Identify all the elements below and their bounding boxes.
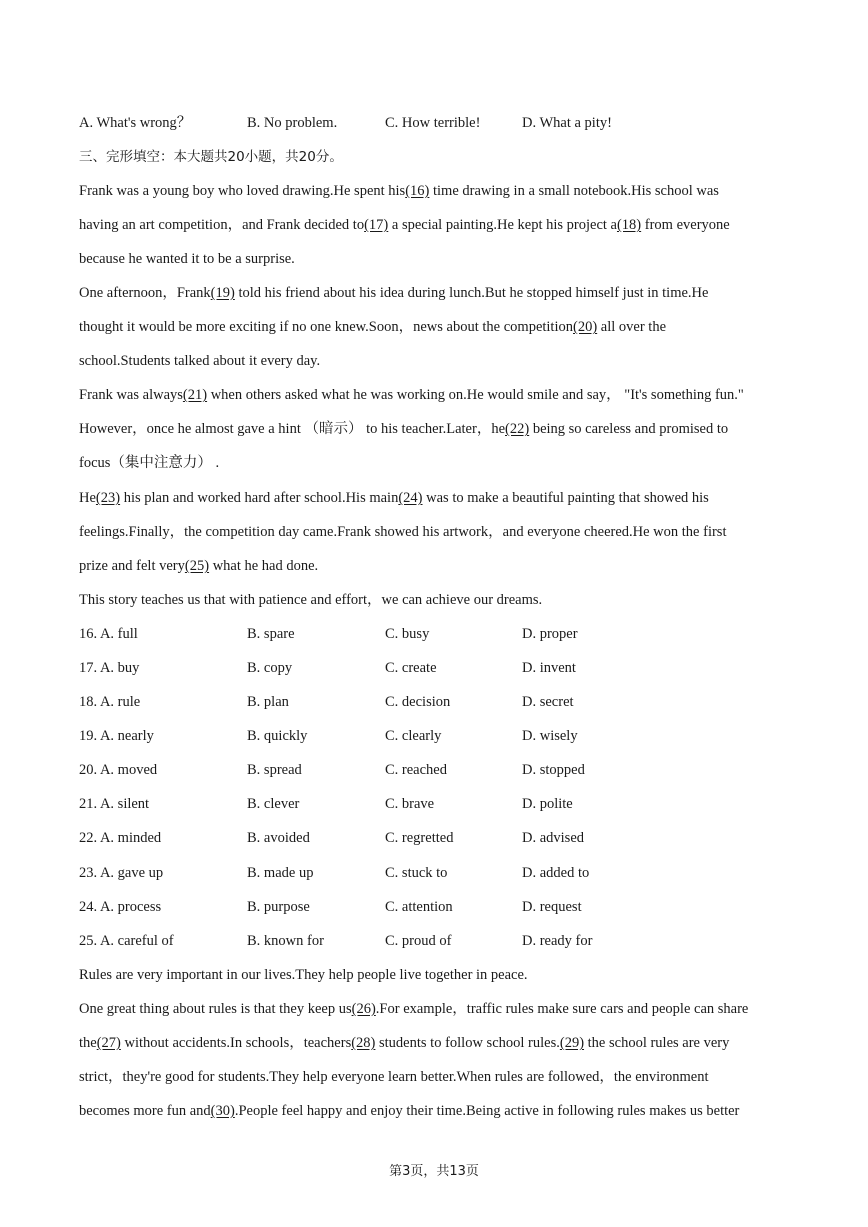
- answer-option: B. clever: [247, 796, 300, 812]
- passage-text: school.Students talked about it every day.: [79, 353, 321, 369]
- passage-text: One afternoon，Frank: [79, 285, 211, 301]
- passage-line: [79, 557, 318, 575]
- passage-text: .People feel happy and enjoy their time.Being active in following rules makes us better: [234, 1103, 740, 1119]
- blank-number: (26): [351, 1001, 376, 1017]
- answer-option: D. stopped: [522, 762, 585, 778]
- answer-option: B. spare: [247, 626, 295, 642]
- passage-text: becomes more fun and: [79, 1103, 211, 1119]
- passage-text: when others asked what he was working on.He would smile and say， "It's something fun.": [207, 387, 744, 403]
- answer-option: D. added to: [522, 865, 590, 881]
- answer-option: 23. A. gave up: [79, 865, 164, 881]
- passage-text: students to follow school rules.: [375, 1035, 560, 1051]
- passage-line: [79, 1102, 739, 1120]
- passage-text: a special painting.He kept his project a: [388, 217, 617, 233]
- answer-option: D. secret: [522, 694, 574, 710]
- passage-text: Rules are very important in our lives.They help people live together in peace.: [79, 967, 528, 983]
- answer-option: B. purpose: [247, 899, 310, 915]
- passage-line: [79, 318, 666, 336]
- blank-number: (29): [559, 1035, 585, 1051]
- answer-option: B. avoided: [247, 830, 310, 846]
- passage-text: because he wanted it to be a surprise.: [79, 251, 295, 267]
- passage-text: being so careless and promised to: [529, 421, 729, 437]
- passage-text: the school rules are very: [584, 1035, 730, 1051]
- blank-number: (24): [398, 490, 423, 506]
- blank-number: (27): [96, 1035, 121, 1051]
- answer-option: D. invent: [522, 660, 576, 676]
- passage-text: prize and felt very: [79, 558, 185, 574]
- answer-option: C. proud of: [385, 933, 452, 949]
- answer-option: 21. A. silent: [79, 796, 150, 812]
- answer-option: 20. A. moved: [79, 762, 158, 778]
- blank-number: (23): [95, 490, 121, 506]
- passage-text: .For example，traffic rules make sure cars and people can share: [375, 1001, 749, 1017]
- blank-number: (22): [505, 421, 530, 437]
- passage-text: However，once he almost gave a hint （暗示） to his teacher.Later，he: [79, 421, 506, 437]
- blank-number: (19): [210, 285, 235, 301]
- answer-option: 24. A. process: [79, 899, 162, 915]
- passage-text: told his friend about his idea during lunch.But he stopped himself just in time.He: [234, 285, 709, 301]
- answer-option: C. busy: [385, 626, 430, 642]
- passage-line: [79, 250, 295, 268]
- passage-text: what he had done.: [209, 558, 319, 574]
- passage-line: [79, 1034, 729, 1052]
- blank-number: (17): [364, 217, 389, 233]
- answer-option: B. known for: [247, 933, 324, 949]
- answer-option: 25. A. careful of: [79, 933, 174, 949]
- passage-line: [79, 1068, 709, 1086]
- answer-option: B. copy: [247, 660, 293, 676]
- answer-option: C. create: [385, 660, 437, 676]
- passage-text: He: [79, 490, 96, 506]
- passage-line: [79, 352, 320, 370]
- answer-option: B. plan: [247, 694, 289, 710]
- passage-line: [79, 216, 730, 234]
- section-title: 三、完形填空：本大题共20小题，共20分。: [79, 149, 343, 165]
- answer-option: C. stuck to: [385, 865, 448, 881]
- blank-number: (18): [616, 217, 642, 233]
- passage-line: [79, 454, 219, 472]
- passage-line: [79, 182, 719, 200]
- answer-option: 16. A. full: [79, 626, 138, 642]
- option-a: A. What's wrong？: [79, 115, 192, 131]
- answer-option: C. brave: [385, 796, 435, 812]
- passage-line: [79, 1000, 748, 1018]
- answer-option: C. regretted: [385, 830, 454, 846]
- answer-option: C. attention: [385, 899, 453, 915]
- answer-option: D. wisely: [522, 728, 578, 744]
- answer-option: 19. A. nearly: [79, 728, 154, 744]
- answer-option: D. request: [522, 899, 582, 915]
- passage-text: feelings.Finally，the competition day came.Frank showed his artwork，and everyone cheered.He won the first: [79, 524, 727, 540]
- option-c: C. How terrible!: [385, 115, 481, 131]
- answer-option: 17. A. buy: [79, 660, 140, 676]
- page-footer: 第3页，共13页: [389, 1164, 479, 1179]
- passage-text: was to make a beautiful painting that showed his: [422, 490, 709, 506]
- blank-number: (20): [573, 319, 598, 335]
- passage-line: [79, 591, 542, 609]
- answer-option: C. clearly: [385, 728, 442, 744]
- passage-line: [79, 489, 709, 507]
- passage-line: [79, 420, 728, 438]
- passage-text: from everyone: [641, 217, 730, 233]
- option-b: B. No problem.: [247, 115, 338, 131]
- passage-line: [79, 386, 744, 404]
- answer-option: D. polite: [522, 796, 573, 812]
- blank-number: (28): [351, 1035, 376, 1051]
- answer-option: D. advised: [522, 830, 585, 846]
- blank-number: (21): [182, 387, 208, 403]
- passage-text: Frank was a young boy who loved drawing.He spent his: [79, 183, 406, 199]
- blank-number: (16): [405, 183, 430, 199]
- passage-text: the: [79, 1035, 97, 1051]
- passage-line: [79, 284, 708, 302]
- blank-number: (30): [210, 1103, 235, 1119]
- passage-text: This story teaches us that with patience and effort，we can achieve our dreams.: [79, 592, 543, 608]
- passage-text: Frank was always: [79, 387, 183, 403]
- passage-text: all over the: [597, 319, 667, 335]
- answer-option: 22. A. minded: [79, 830, 162, 846]
- blank-number: (25): [184, 558, 210, 574]
- passage-line: [79, 523, 726, 541]
- passage-text: focus（集中注意力） .: [79, 455, 220, 471]
- passage-text: thought it would be more exciting if no one knew.Soon，news about the competition: [79, 319, 573, 335]
- answer-option: B. spread: [247, 762, 302, 778]
- answer-option: C. decision: [385, 694, 451, 710]
- passage-text: strict，they're good for students.They help everyone learn better.When rules are followed，the environment: [79, 1069, 709, 1085]
- passage-text: time drawing in a small notebook.His school was: [429, 183, 719, 199]
- answer-option: B. made up: [247, 865, 314, 881]
- passage-text: without accidents.In schools，teachers: [120, 1035, 352, 1051]
- answer-option: 18. A. rule: [79, 694, 141, 710]
- passage-text: One great thing about rules is that they keep us: [79, 1001, 352, 1017]
- passage-line: [79, 966, 528, 984]
- answer-option: C. reached: [385, 762, 447, 778]
- passage-text: his plan and worked hard after school.His main: [120, 490, 399, 506]
- option-d: D. What a pity!: [522, 115, 612, 131]
- answer-option: D. ready for: [522, 933, 593, 949]
- answer-option: D. proper: [522, 626, 578, 642]
- answer-option: B. quickly: [247, 728, 308, 744]
- passage-text: having an art competition，and Frank decided to: [79, 217, 365, 233]
